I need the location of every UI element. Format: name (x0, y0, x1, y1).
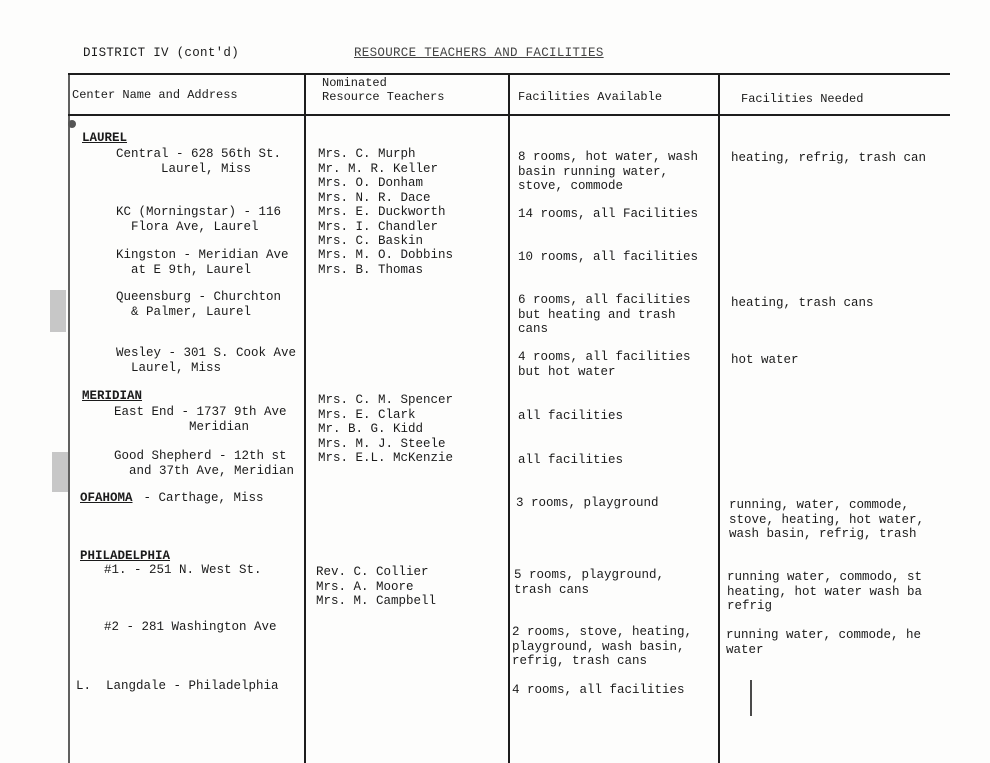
row-ofahoma-available: 3 rooms, playground (516, 496, 659, 510)
row-east-end-center: East End - 1737 9th Ave Meridian (114, 405, 287, 434)
col-divider-3 (718, 73, 720, 763)
row-good-shepherd-center: Good Shepherd - 12th st and 37th Ave, Meridian (114, 449, 295, 478)
col-header-available: Facilities Available (518, 90, 663, 104)
row-central-available: 8 rooms, hot water, wash basin running water, stove, commode (518, 150, 699, 193)
row-kingston-center: Kingston - Meridian Ave at E 9th, Laurel (116, 248, 289, 277)
col-divider-2 (508, 73, 510, 763)
row-phil2-center: #2 - 281 Washington Ave (104, 620, 277, 634)
city-ofahoma: OFAHOMA (80, 491, 133, 505)
row-good-shepherd-teachers: Mrs. E.L. McKenzie (318, 451, 454, 465)
handwritten-stroke (750, 680, 752, 716)
document-title: RESOURCE TEACHERS AND FACILITIES (354, 46, 604, 60)
row-kingston-available: 10 rooms, all facilities (518, 250, 699, 264)
row-phil1-teachers: Rev. C. Collier Mrs. A. Moore Mrs. M. Campbell (316, 565, 437, 608)
city-laurel: LAUREL (82, 131, 128, 145)
row-ofahoma-center: - Carthage, Miss (136, 491, 264, 505)
row-kc-available: 14 rooms, all Facilities (518, 207, 699, 221)
row-queensburg-center: Queensburg - Churchton & Palmer, Laurel (116, 290, 282, 319)
row-queensburg-needed: heating, trash cans (731, 296, 874, 310)
row-wesley-needed: hot water (731, 353, 799, 367)
row-phil1-available: 5 rooms, playground, trash cans (514, 568, 665, 597)
row-kc-center: KC (Morningstar) - 116 Flora Ave, Laurel (116, 205, 282, 234)
binder-tab-mark-upper (50, 290, 66, 332)
row-central-needed: heating, refrig, trash can (731, 151, 927, 165)
city-philadelphia: PHILADELPHIA (80, 549, 171, 563)
row-central-teachers: Mrs. C. Murph Mr. M. R. Keller Mrs. O. Donham Mrs. N. R. Dace (318, 147, 439, 205)
binder-tab-mark-lower (52, 452, 68, 492)
row-queensburg-available: 6 rooms, all facilities but heating and trash cans (518, 293, 691, 336)
row-langdale-center: L. Langdale - Philadelphia (76, 679, 279, 693)
city-meridian: MERIDIAN (82, 389, 143, 403)
row-kingston-teachers: Mrs. M. O. Dobbins Mrs. B. Thomas (318, 248, 454, 277)
punch-mark (68, 120, 76, 128)
district-heading: DISTRICT IV (cont'd) (83, 46, 240, 60)
row-east-end-teachers: Mrs. C. M. Spencer Mrs. E. Clark Mr. B. G. Kidd Mrs. M. J. Steele (318, 393, 454, 451)
left-border (68, 73, 70, 763)
col-header-teachers-1: Nominated (322, 76, 387, 90)
row-phil1-center: #1. - 251 N. West St. (104, 563, 262, 577)
row-phil2-available: 2 rooms, stove, heating, playground, wash basin, refrig, trash cans (512, 625, 693, 668)
col-header-center: Center Name and Address (72, 88, 238, 102)
row-wesley-available: 4 rooms, all facilities but hot water (518, 350, 691, 379)
col-header-teachers-2: Resource Teachers (322, 90, 445, 104)
col-header-needed: Facilities Needed (741, 92, 864, 106)
row-phil1-needed: running water, commodo, st heating, hot water wash ba refrig (727, 570, 923, 613)
row-kc-teachers: Mrs. E. Duckworth Mrs. I. Chandler Mrs. C. Baskin (318, 205, 446, 248)
row-ofahoma-needed: running, water, commode, stove, heating, hot water, wash basin, refrig, trash (729, 498, 925, 541)
row-east-end-available: all facilities (518, 409, 624, 423)
row-langdale-available: 4 rooms, all facilities (512, 683, 685, 697)
row-central-center: Central - 628 56th St. Laurel, Miss (116, 147, 282, 176)
row-phil2-needed: running water, commode, he water (726, 628, 922, 657)
row-good-shepherd-available: all facilities (518, 453, 624, 467)
row-wesley-center: Wesley - 301 S. Cook Ave Laurel, Miss (116, 346, 297, 375)
